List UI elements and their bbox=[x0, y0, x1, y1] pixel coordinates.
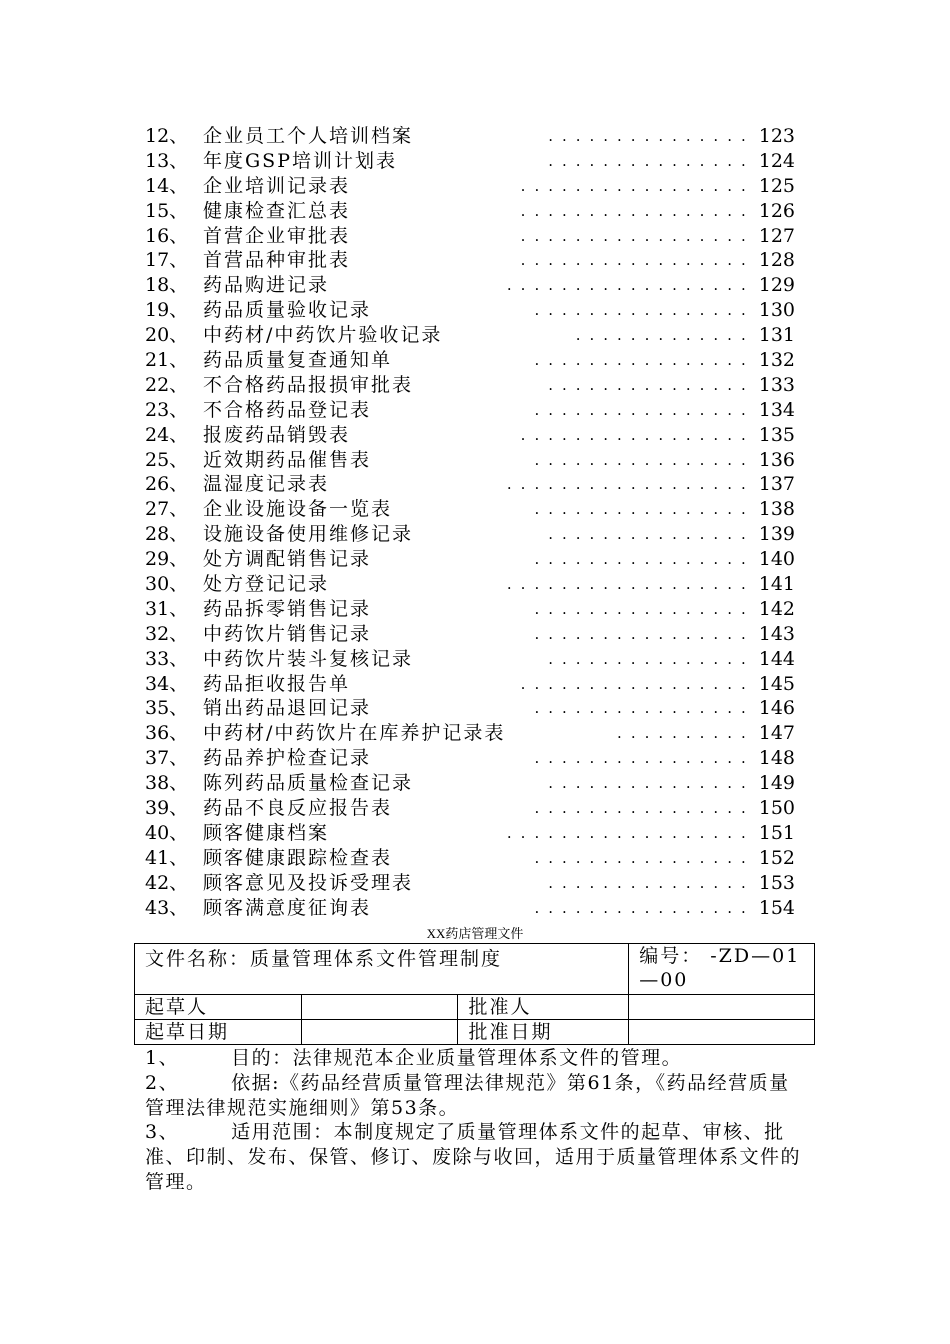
toc-entry-number: 18、 bbox=[145, 274, 189, 297]
paragraph-text: 适用范围：本制度规定了质量管理体系文件的起草、审核、批准、印制、发布、保管、修订、废除与收回，适用于质量管理体系文件的管理。 bbox=[145, 1121, 802, 1193]
file-info-table bbox=[134, 943, 815, 1045]
toc-entry-number: 25、 bbox=[145, 448, 189, 471]
toc-entry-title: 中药饮片销售记录 bbox=[203, 622, 372, 645]
toc-entry[interactable] bbox=[145, 323, 805, 348]
toc-entry[interactable] bbox=[145, 622, 805, 647]
toc-entry-number: 34、 bbox=[145, 672, 189, 695]
toc-dot-leader: .................. bbox=[506, 475, 755, 494]
toc-dot-leader: ............... bbox=[548, 774, 755, 793]
toc-entry-number: 16、 bbox=[145, 224, 189, 247]
toc-entry-title: 处方登记记录 bbox=[203, 573, 330, 596]
document-body bbox=[145, 1046, 810, 1195]
toc-entry-page: 133 bbox=[758, 373, 795, 396]
paragraph-text: 目的：法律规范本企业质量管理体系文件的管理。 bbox=[231, 1047, 683, 1069]
toc-entry-title: 不合格药品报损审批表 bbox=[203, 373, 414, 396]
toc-entry-title: 不合格药品登记表 bbox=[203, 398, 372, 421]
toc-entry-number: 14、 bbox=[145, 174, 189, 197]
toc-entry-page: 126 bbox=[758, 199, 795, 222]
toc-entry-title: 企业培训记录表 bbox=[203, 174, 351, 197]
toc-entry-number: 42、 bbox=[145, 871, 189, 894]
toc-entry-title: 报废药品销毁表 bbox=[203, 423, 351, 446]
toc-dot-leader: .................. bbox=[506, 575, 755, 594]
toc-entry[interactable] bbox=[145, 871, 805, 896]
toc-dot-leader: ................ bbox=[534, 599, 755, 618]
toc-entry-page: 138 bbox=[758, 498, 795, 521]
toc-entry-number: 39、 bbox=[145, 797, 189, 820]
toc-dot-leader: ............... bbox=[548, 873, 755, 892]
toc-entry[interactable] bbox=[145, 846, 805, 871]
toc-entry-number: 33、 bbox=[145, 647, 189, 670]
toc-dot-leader: ................. bbox=[520, 425, 755, 444]
toc-entry-page: 152 bbox=[758, 846, 795, 869]
toc-entry[interactable] bbox=[145, 199, 805, 224]
drafter-label: 起草人 bbox=[135, 995, 302, 1020]
toc-dot-leader: ................ bbox=[534, 351, 755, 370]
paragraph-number: 2、 bbox=[145, 1071, 180, 1094]
toc-entry-number: 17、 bbox=[145, 249, 189, 272]
toc-entry[interactable] bbox=[145, 821, 805, 846]
toc-dot-leader: .................. bbox=[506, 823, 755, 842]
toc-entry-title: 陈列药品质量检查记录 bbox=[203, 772, 414, 795]
toc-entry[interactable] bbox=[145, 224, 805, 249]
toc-dot-leader: ............... bbox=[548, 127, 755, 145]
toc-entry-title: 药品养护检查记录 bbox=[203, 747, 372, 770]
toc-dot-leader: ................ bbox=[534, 400, 755, 419]
toc-entry-page: 129 bbox=[758, 274, 795, 297]
toc-entry-title: 首营品种审批表 bbox=[203, 249, 351, 272]
toc-entry[interactable] bbox=[145, 348, 805, 373]
toc-entry-page: 143 bbox=[758, 622, 795, 645]
toc-entry[interactable] bbox=[145, 124, 805, 149]
toc-entry-number: 22、 bbox=[145, 373, 189, 396]
toc-entry-number: 31、 bbox=[145, 597, 189, 620]
toc-entry[interactable] bbox=[145, 771, 805, 796]
toc-entry-number: 36、 bbox=[145, 722, 189, 745]
toc-entry[interactable] bbox=[145, 448, 805, 473]
toc-entry-page: 127 bbox=[758, 224, 795, 247]
toc-entry-page: 148 bbox=[758, 747, 795, 770]
toc-entry-number: 41、 bbox=[145, 846, 189, 869]
toc-entry-page: 130 bbox=[758, 299, 795, 322]
toc-dot-leader: ................ bbox=[534, 301, 755, 320]
toc-entry-page: 135 bbox=[758, 423, 795, 446]
toc-entry-title: 企业员工个人培训档案 bbox=[203, 125, 414, 147]
toc-entry-title: 年度GSP培训计划表 bbox=[203, 149, 397, 172]
toc-dot-leader: ................ bbox=[534, 799, 755, 818]
toc-dot-leader: .................. bbox=[506, 276, 755, 295]
drafter-value bbox=[301, 995, 458, 1020]
toc-entry-number: 29、 bbox=[145, 548, 189, 571]
toc-entry[interactable] bbox=[145, 373, 805, 398]
approver-label: 批准人 bbox=[458, 995, 629, 1020]
toc-entry-title: 药品质量验收记录 bbox=[203, 299, 372, 322]
toc-entry-title: 中药饮片装斗复核记录 bbox=[203, 647, 414, 670]
toc-entry-title: 中药材/中药饮片验收记录 bbox=[203, 324, 443, 347]
draft-date-label: 起草日期 bbox=[135, 1020, 302, 1045]
toc-dot-leader: ................. bbox=[520, 176, 755, 195]
toc-entry-title: 销出药品退回记录 bbox=[203, 697, 372, 720]
toc-dot-leader: ................ bbox=[534, 898, 755, 917]
toc-entry-page: 147 bbox=[758, 722, 795, 745]
toc-entry-title: 处方调配销售记录 bbox=[203, 548, 372, 571]
toc-entry-page: 136 bbox=[758, 448, 795, 471]
toc-entry[interactable] bbox=[145, 497, 805, 522]
toc-entry[interactable] bbox=[145, 696, 805, 721]
toc-entry-page: 124 bbox=[758, 149, 795, 172]
toc-entry-title: 顾客满意度征询表 bbox=[203, 896, 372, 919]
toc-dot-leader: ................ bbox=[534, 749, 755, 768]
toc-entry-page: 134 bbox=[758, 398, 795, 421]
toc-entry-title: 药品拆零销售记录 bbox=[203, 597, 372, 620]
table-of-contents bbox=[145, 124, 805, 921]
toc-entry[interactable] bbox=[145, 472, 805, 497]
toc-entry[interactable] bbox=[145, 149, 805, 174]
body-paragraph bbox=[145, 1046, 810, 1071]
toc-entry-title: 顾客健康跟踪检查表 bbox=[203, 846, 393, 869]
toc-entry-title: 中药材/中药饮片在库养护记录表 bbox=[203, 722, 506, 745]
toc-entry-number: 15、 bbox=[145, 199, 189, 222]
toc-entry-title: 药品拒收报告单 bbox=[203, 672, 351, 695]
toc-entry[interactable] bbox=[145, 398, 805, 423]
toc-dot-leader: ................ bbox=[534, 624, 755, 643]
toc-entry-title: 药品质量复查通知单 bbox=[203, 349, 393, 372]
toc-entry-page: 131 bbox=[758, 324, 795, 347]
toc-entry-page: 139 bbox=[758, 523, 795, 546]
toc-entry-number: 30、 bbox=[145, 573, 189, 596]
toc-entry[interactable] bbox=[145, 672, 805, 697]
toc-entry-title: 近效期药品催售表 bbox=[203, 448, 372, 471]
file-number-cell: 编号： -ZD—01—00 bbox=[629, 944, 815, 995]
toc-entry[interactable] bbox=[145, 746, 805, 771]
toc-entry-page: 144 bbox=[758, 647, 795, 670]
toc-entry-title: 顾客意见及投诉受理表 bbox=[203, 871, 414, 894]
toc-entry-page: 137 bbox=[758, 473, 795, 496]
toc-entry[interactable] bbox=[145, 547, 805, 572]
toc-entry-page: 123 bbox=[758, 125, 795, 147]
toc-entry-page: 142 bbox=[758, 597, 795, 620]
toc-entry-page: 153 bbox=[758, 871, 795, 894]
toc-entry[interactable] bbox=[145, 248, 805, 273]
toc-entry-title: 健康检查汇总表 bbox=[203, 199, 351, 222]
toc-dot-leader: ................. bbox=[520, 251, 755, 270]
toc-entry[interactable] bbox=[145, 647, 805, 672]
toc-entry-number: 35、 bbox=[145, 697, 189, 720]
toc-entry[interactable] bbox=[145, 896, 805, 921]
toc-entry-page: 145 bbox=[758, 672, 795, 695]
document-header-label: XX药店管理文件 bbox=[426, 926, 524, 941]
toc-entry-number: 40、 bbox=[145, 821, 189, 844]
approver-value bbox=[629, 995, 815, 1020]
toc-entry-page: 154 bbox=[758, 896, 795, 919]
toc-dot-leader: ................ bbox=[534, 500, 755, 519]
toc-entry[interactable] bbox=[145, 273, 805, 298]
toc-entry-number: 24、 bbox=[145, 423, 189, 446]
toc-entry[interactable] bbox=[145, 423, 805, 448]
paragraph-number: 1、 bbox=[145, 1047, 180, 1069]
toc-entry-title: 企业设施设备一览表 bbox=[203, 498, 393, 521]
toc-entry-title: 药品不良反应报告表 bbox=[203, 797, 393, 820]
toc-entry-page: 125 bbox=[758, 174, 795, 197]
toc-entry-number: 38、 bbox=[145, 772, 189, 795]
toc-dot-leader: ................. bbox=[520, 226, 755, 245]
toc-entry-number: 19、 bbox=[145, 299, 189, 322]
toc-entry-title: 设施设备使用维修记录 bbox=[203, 523, 414, 546]
toc-entry-title: 首营企业审批表 bbox=[203, 224, 351, 247]
approve-date-label: 批准日期 bbox=[458, 1020, 629, 1045]
toc-dot-leader: ................ bbox=[534, 450, 755, 469]
toc-entry-title: 药品购进记录 bbox=[203, 274, 330, 297]
toc-entry-page: 128 bbox=[758, 249, 795, 272]
toc-entry-page: 132 bbox=[758, 349, 795, 372]
toc-entry-number: 23、 bbox=[145, 398, 189, 421]
toc-dot-leader: ................ bbox=[534, 550, 755, 569]
toc-entry[interactable] bbox=[145, 572, 805, 597]
toc-entry-page: 140 bbox=[758, 548, 795, 571]
toc-entry-number: 13、 bbox=[145, 149, 189, 172]
toc-entry-number: 37、 bbox=[145, 747, 189, 770]
toc-entry-page: 150 bbox=[758, 797, 795, 820]
toc-dot-leader: ................. bbox=[520, 674, 755, 693]
toc-entry[interactable] bbox=[145, 597, 805, 622]
file-name-cell: 文件名称：质量管理体系文件管理制度 bbox=[135, 944, 629, 995]
toc-entry-page: 146 bbox=[758, 697, 795, 720]
body-paragraph bbox=[145, 1071, 810, 1121]
toc-dot-leader: ............... bbox=[548, 649, 755, 668]
toc-entry-number: 43、 bbox=[145, 896, 189, 919]
toc-entry-title: 温湿度记录表 bbox=[203, 473, 330, 496]
toc-entry[interactable] bbox=[145, 721, 805, 746]
toc-dot-leader: ................ bbox=[534, 699, 755, 718]
toc-entry-number: 32、 bbox=[145, 622, 189, 645]
toc-dot-leader: ............. bbox=[575, 326, 755, 345]
toc-entry[interactable] bbox=[145, 298, 805, 323]
toc-entry[interactable] bbox=[145, 522, 805, 547]
toc-entry-page: 149 bbox=[758, 772, 795, 795]
toc-entry-number: 20、 bbox=[145, 324, 189, 347]
toc-entry-title: 顾客健康档案 bbox=[203, 821, 330, 844]
toc-entry-number: 27、 bbox=[145, 498, 189, 521]
paragraph-text: 依据:《药品经营质量管理法律规范》第61条，《药品经营质量管理法律规范实施细则》第53条。 bbox=[145, 1071, 790, 1119]
paragraph-number: 3、 bbox=[145, 1121, 180, 1144]
toc-dot-leader: .......... bbox=[617, 724, 755, 743]
approve-date-value bbox=[629, 1020, 815, 1045]
toc-entry-number: 12、 bbox=[145, 125, 189, 147]
toc-entry-page: 151 bbox=[758, 821, 795, 844]
toc-entry[interactable] bbox=[145, 174, 805, 199]
toc-dot-leader: ................ bbox=[534, 848, 755, 867]
toc-entry-number: 28、 bbox=[145, 523, 189, 546]
draft-date-value bbox=[301, 1020, 458, 1045]
toc-dot-leader: ............... bbox=[548, 151, 755, 170]
toc-dot-leader: ............... bbox=[548, 375, 755, 394]
body-paragraph bbox=[145, 1120, 810, 1194]
toc-entry-number: 21、 bbox=[145, 349, 189, 372]
toc-entry-number: 26、 bbox=[145, 473, 189, 496]
toc-entry[interactable] bbox=[145, 796, 805, 821]
toc-dot-leader: ................. bbox=[520, 201, 755, 220]
toc-dot-leader: ............... bbox=[548, 525, 755, 544]
toc-entry-page: 141 bbox=[758, 573, 795, 596]
